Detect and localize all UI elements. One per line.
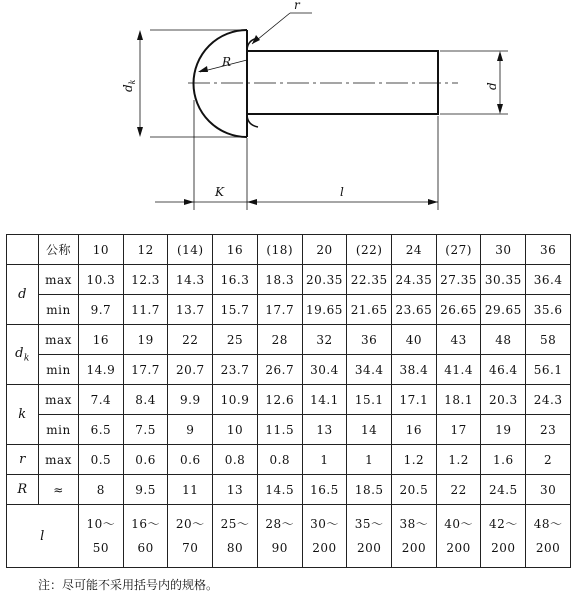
size-cell: 30 [481,235,526,265]
value-cell: 17.1 [392,385,437,415]
value-cell: 30 [526,475,571,505]
length-min: 30～ [310,517,339,531]
size-cell: 24 [392,235,437,265]
row-symbol: $d_k$ [7,325,39,385]
value-cell: 9.5 [123,475,168,505]
value-cell: 22 [436,475,481,505]
value-cell: 18.5 [347,475,392,505]
table-row [7,475,571,505]
value-cell: 0.5 [79,445,124,475]
length-min: 38～ [399,517,429,531]
length-range-cell [526,505,571,568]
value-cell: 27.35 [436,265,481,295]
value-cell: 38.4 [392,355,437,385]
row-qualifier: max [39,385,79,415]
rivet-head [193,30,247,137]
table-row [7,295,571,325]
value-cell: 11.7 [123,295,168,325]
length-min: 40～ [444,517,473,531]
value-cell: 19 [481,415,526,445]
value-cell: 16.3 [213,265,258,295]
value-cell: 20.7 [168,355,213,385]
value-cell: 22.35 [347,265,392,295]
length-min: 35～ [354,517,384,531]
size-cell: (22) [347,235,392,265]
value-cell: 11.5 [257,415,302,445]
row-qualifier: ≈ [39,475,79,505]
length-max: 80 [226,541,244,555]
value-cell: 34.4 [347,355,392,385]
row-qualifier: min [39,295,79,325]
length-range-cell [168,505,213,568]
value-cell: 36 [347,325,392,355]
value-cell: 20.35 [302,265,347,295]
table-row [7,445,571,475]
K-label: K [215,185,224,199]
value-cell: 15.1 [347,385,392,415]
r-small-label: r [294,0,300,12]
header-corner [7,235,39,265]
table-row [7,265,571,295]
value-cell: 7.4 [79,385,124,415]
size-cell: (14) [168,235,213,265]
value-cell: 19 [123,325,168,355]
value-cell: 2 [526,445,571,475]
value-cell: 56.1 [526,355,571,385]
value-cell: 15.7 [213,295,258,325]
value-cell: 43 [436,325,481,355]
value-cell: 35.6 [526,295,571,325]
value-cell: 0.6 [168,445,213,475]
dk-label: $d_k$ [121,79,137,92]
value-cell: 24.3 [526,385,571,415]
length-range-cell [213,505,258,568]
value-cell: 14.9 [79,355,124,385]
value-cell: 13.7 [168,295,213,325]
row-symbol: d [7,265,39,325]
value-cell: 30.35 [481,265,526,295]
value-cell: 7.5 [123,415,168,445]
length-min: 10～ [86,517,116,531]
length-max: 200 [491,541,516,555]
value-cell: 26.7 [257,355,302,385]
row-qualifier: max [39,325,79,355]
length-range-cell [302,505,347,568]
value-cell: 23.65 [392,295,437,325]
table-row [7,385,571,415]
row-qualifier: max [39,445,79,475]
value-cell: 9.9 [168,385,213,415]
value-cell: 41.4 [436,355,481,385]
value-cell: 10.9 [213,385,258,415]
value-cell: 40 [392,325,437,355]
length-max: 200 [401,541,427,555]
row-symbol: r [7,445,39,475]
value-cell: 11 [168,475,213,505]
value-cell: 16 [392,415,437,445]
spec-table-body [7,235,571,568]
value-cell: 22 [168,325,213,355]
value-cell: 16 [79,325,124,355]
value-cell: 14 [347,415,392,445]
value-cell: 8.4 [123,385,168,415]
length-max: 200 [312,541,337,555]
length-max: 50 [92,541,109,555]
length-max: 200 [356,541,382,555]
table-row [7,325,571,355]
value-cell: 9 [168,415,213,445]
value-cell: 14.3 [168,265,213,295]
row-symbol: l [7,505,79,568]
value-cell: 16.5 [302,475,347,505]
length-max: 90 [271,541,288,555]
spec-table [6,234,571,568]
value-cell: 13 [213,475,258,505]
length-min: 25～ [220,517,250,531]
row-qualifier: min [39,415,79,445]
value-cell: 9.7 [79,295,124,325]
size-cell: (18) [257,235,302,265]
value-cell: 36.4 [526,265,571,295]
row-symbol: k [7,385,39,445]
value-cell: 32 [302,325,347,355]
length-range-cell [436,505,481,568]
footnote: 注：尽可能不采用括号内的规格。 [38,578,219,592]
header-row [7,235,571,265]
value-cell: 23 [526,415,571,445]
length-range-cell [123,505,168,568]
size-cell: 12 [123,235,168,265]
length-max: 70 [182,541,199,555]
header-label: 公称 [39,235,79,265]
value-cell: 12.3 [123,265,168,295]
value-cell: 1.6 [481,445,526,475]
length-range-cell [347,505,392,568]
value-cell: 19.65 [302,295,347,325]
length-max: 200 [446,541,471,555]
row-qualifier: max [39,265,79,295]
value-cell: 10.3 [79,265,124,295]
length-max: 60 [137,541,154,555]
length-min: 42～ [488,517,518,531]
size-cell: 20 [302,235,347,265]
value-cell: 21.65 [347,295,392,325]
value-cell: 26.65 [436,295,481,325]
value-cell: 46.4 [481,355,526,385]
value-cell: 29.65 [481,295,526,325]
value-cell: 6.5 [79,415,124,445]
table-row [7,415,571,445]
value-cell: 1.2 [436,445,481,475]
value-cell: 0.6 [123,445,168,475]
length-min: 20～ [175,517,205,531]
row-symbol: R [7,475,39,505]
value-cell: 24.35 [392,265,437,295]
length-min: 28～ [265,517,295,531]
value-cell: 12.6 [257,385,302,415]
value-cell: 17.7 [257,295,302,325]
length-range-cell [79,505,124,568]
length-max: 200 [535,541,561,555]
value-cell: 23.7 [213,355,258,385]
value-cell: 1.2 [392,445,437,475]
value-cell: 1 [347,445,392,475]
rivet-fillet [247,114,258,127]
rivet-drawing [0,0,575,230]
value-cell: 18.1 [436,385,481,415]
size-cell: (27) [436,235,481,265]
value-cell: 48 [481,325,526,355]
d-label: d [485,82,499,90]
value-cell: 18.3 [257,265,302,295]
value-cell: 30.4 [302,355,347,385]
value-cell: 24.5 [481,475,526,505]
value-cell: 20.5 [392,475,437,505]
rivet-shank [247,51,438,114]
value-cell: 14.1 [302,385,347,415]
value-cell: 8 [79,475,124,505]
value-cell: 0.8 [213,445,258,475]
value-cell: 58 [526,325,571,355]
size-cell: 16 [213,235,258,265]
size-cell: 10 [79,235,124,265]
value-cell: 1 [302,445,347,475]
length-range-cell [392,505,437,568]
value-cell: 28 [257,325,302,355]
value-cell: 14.5 [257,475,302,505]
value-cell: 0.8 [257,445,302,475]
R-label: R [222,55,232,69]
table-row [7,355,571,385]
length-min: 16～ [131,517,160,531]
row-qualifier: min [39,355,79,385]
value-cell: 17.7 [123,355,168,385]
l-label: l [340,185,344,199]
size-cell: 36 [526,235,571,265]
value-cell: 20.3 [481,385,526,415]
length-range-cell [481,505,526,568]
value-cell: 13 [302,415,347,445]
value-cell: 10 [213,415,258,445]
length-range-cell [257,505,302,568]
length-row [7,505,571,568]
value-cell: 17 [436,415,481,445]
length-min: 48～ [533,517,563,531]
value-cell: 25 [213,325,258,355]
